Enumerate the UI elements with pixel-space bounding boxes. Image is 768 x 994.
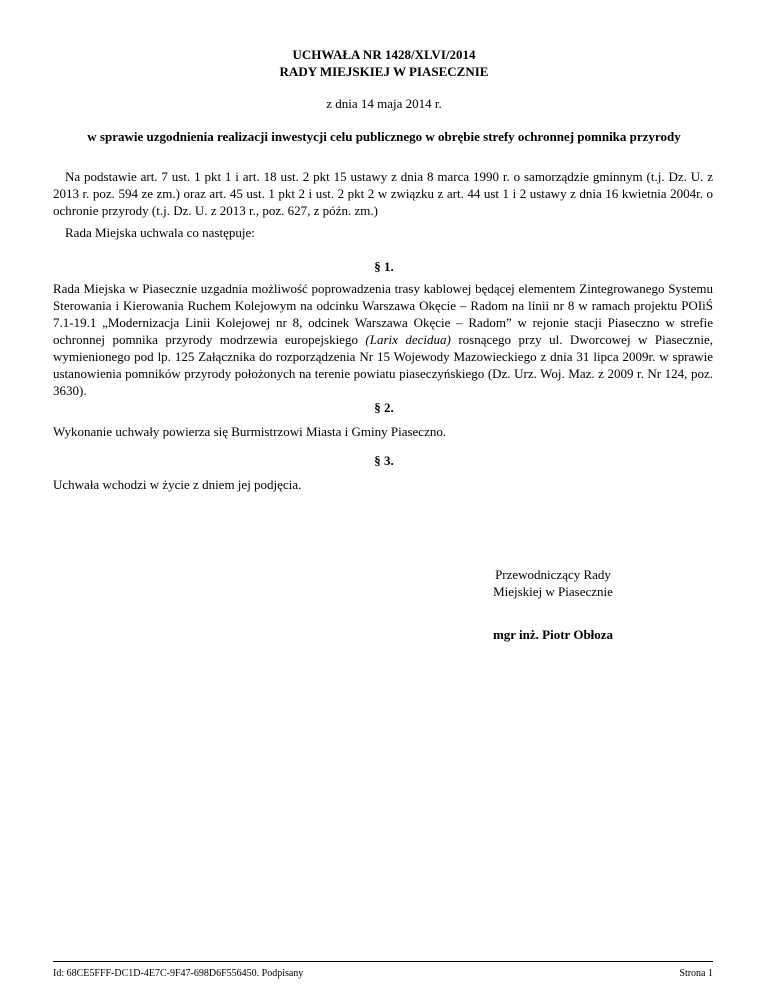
resolution-subject: w sprawie uzgodnienia realizacji inwestycji celu publicznego w obrębie strefy ochronnej pomnika przyrody xyxy=(87,129,681,144)
section-3-text: Uchwała wchodzi w życie z dniem jej podjęcia. xyxy=(53,477,302,492)
signature-name: mgr inż. Piotr Obłoza xyxy=(492,627,614,642)
signature-role xyxy=(438,566,668,600)
footer-document-id: Id: 68CE5FFF-DC1D-4E7C-9F47-698D6F556450. Podpisany xyxy=(53,968,304,979)
resolution-title xyxy=(0,46,768,80)
title-line-2: RADY MIEJSKIEJ W PIASECZNIE xyxy=(279,64,489,79)
section-1-latin-name: (Larix decidua) xyxy=(365,332,451,347)
page-footer xyxy=(53,961,713,992)
title-line-1: UCHWAŁA NR 1428/XLVI/2014 xyxy=(292,47,476,62)
resolution-date: z dnia 14 maja 2014 r. xyxy=(326,96,442,111)
section-1-heading: § 1. xyxy=(374,259,394,274)
footer-page-number: Strona 1 xyxy=(679,968,713,979)
legal-basis-paragraph: Na podstawie art. 7 ust. 1 pkt 1 i art. 18 ust. 2 pkt 15 ustawy z dnia 8 marca 1990 r. o samorządzie gminnym (t.j. Dz. U. z 2013 r. poz. 594 ze zm.) oraz art. 45 ust. 1 pkt 2 i ust. 2 pkt 2 w związku z art. 44 ust 1 i 2 ustawy z dnia 16 kwietnia 2004r. o ochronie przyrody (t.j. Dz. U. z 2013 r., poz. 627, z późn. zm.) xyxy=(53,169,713,218)
signature-role-line-1: Przewodniczący Rady xyxy=(495,567,611,582)
signature-role-line-2: Miejskiej w Piasecznie xyxy=(493,584,613,599)
section-2-heading: § 2. xyxy=(374,400,394,415)
section-3-heading: § 3. xyxy=(374,453,394,468)
section-2-text: Wykonanie uchwały powierza się Burmistrzowi Miasta i Gminy Piaseczno. xyxy=(53,424,447,439)
council-decides-paragraph: Rada Miejska uchwala co następuje: xyxy=(65,225,255,240)
section-1-text-part-1: Rada Miejska w Piasecznie uzgadnia możliwość poprowadzenia trasy kablowej będącej elementem Zintegrowanego Systemu Sterowania i Kierowania Ruchem Kolejowym na odcinku Warszawa Okęcie – Radom na linii nr 8 w ramach projektu POIiŚ 7.1-19.1 „Modernizacja Linii Kolejowej nr 8, odcinek Warszawa Okęcie – Radom” w rejonie stacji Piaseczno w strefie ochronnej pomnika przyrody modrzewia europejskiego xyxy=(53,281,713,347)
section-1-text xyxy=(53,280,713,399)
section-1-text-part-2: rosnącego przy ul. Dworcowej w Piasecznie, wymienionego pod lp. 125 Załącznika do rozporządzenia Nr 15 Wojewody Mazowieckiego z dnia 31 lipca 2009r. w sprawie ustanowienia pomników przyrody położonych na terenie powiatu piaseczyńskiego (Dz. Urz. Woj. Maz. z 2009 r. Nr 124, poz. 3630). xyxy=(53,332,713,398)
